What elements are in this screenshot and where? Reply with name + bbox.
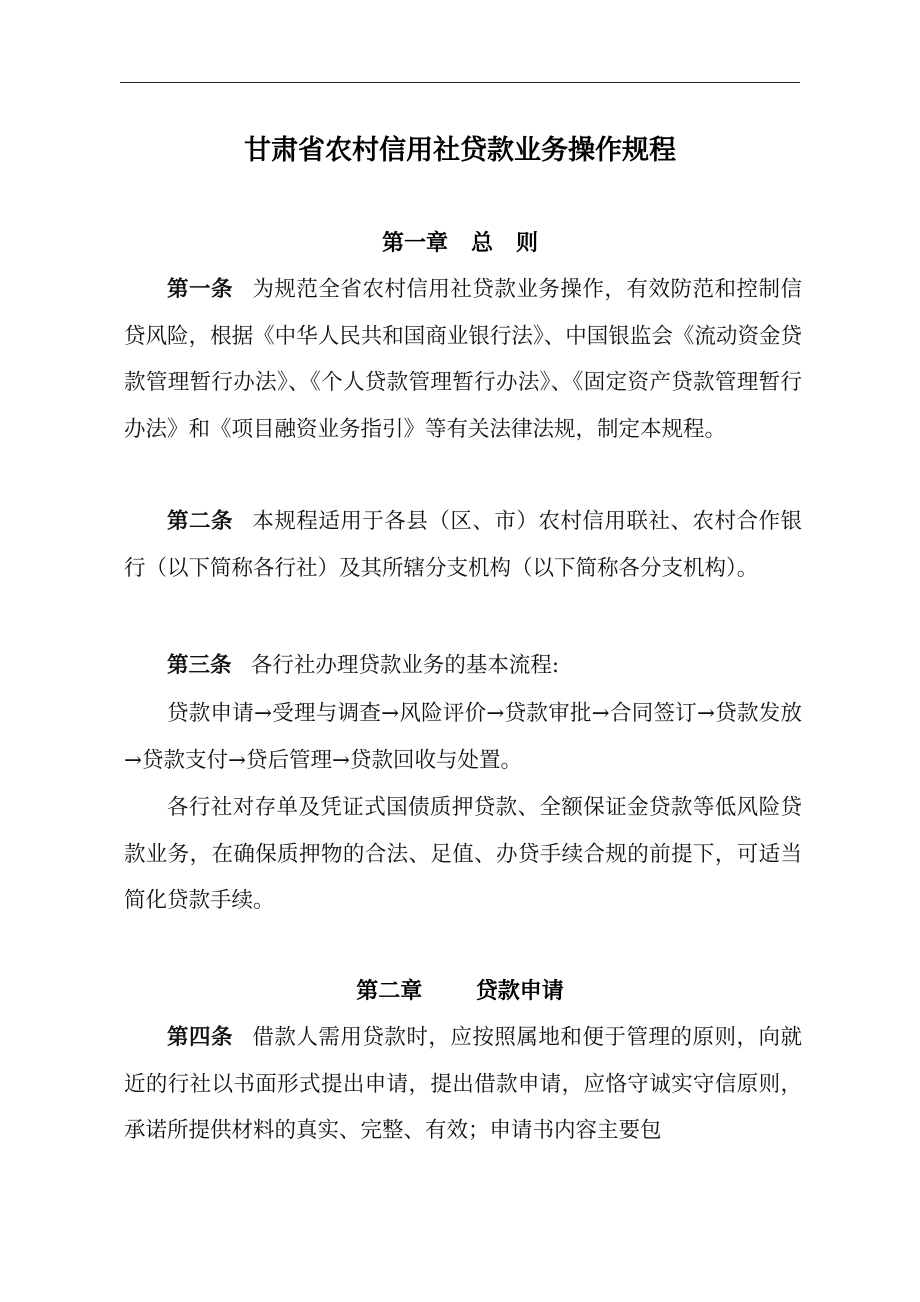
article-1 [124, 267, 802, 453]
article-text: 为规范全省农村信用社贷款业务操作，有效防范和控制信贷风险，根据《中华人民共和国商业银行法》、中国银监会《流动资金贷款管理暂行办法》、《个人贷款管理暂行办法》、《固定资产贷款管理暂行办法》和《项目融资业务指引》等有关法律法规，制定本规程。 [124, 277, 802, 442]
article-2 [124, 499, 802, 592]
header-rule [120, 82, 800, 83]
article-label: 第二条 [167, 509, 234, 534]
process-flow-paragraph: 贷款申请→受理与调查→风险评价→贷款审批→合同签订→贷款发放→贷款支付→贷后管理→贷款回收与处置。 [124, 701, 802, 773]
article-text: 各行社办理贷款业务的基本流程: [250, 653, 560, 678]
document-title: 甘肃省农村信用社贷款业务操作规程 [244, 135, 676, 166]
article-label: 第三条 [167, 653, 232, 678]
article-text: 本规程适用于各县（区、市）农村信用联社、农村合作银行（以下简称各行社）及其所辖分支机构（以下简称各分支机构）。 [124, 509, 802, 581]
article-4 [124, 1015, 802, 1155]
article-text: 借款人需用贷款时，应按照属地和便于管理的原则，向就近的行社以书面形式提出申请，提出借款申请，应恪守诚实守信原则，承诺所提供材料的真实、完整、有效；申请书内容主要包 [124, 1025, 802, 1143]
article-label: 第一条 [167, 277, 234, 302]
chapter-heading: 第二章 贷款申请 [356, 979, 564, 1004]
article-label: 第四条 [167, 1025, 234, 1050]
simplification-paragraph: 各行社对存单及凭证式国债质押贷款、全额保证金贷款等低风险贷款业务，在确保质押物的合法、足值、办贷手续合规的前提下，可适当简化贷款手续。 [124, 795, 802, 913]
article-3 [124, 643, 802, 690]
chapter-heading: 第一章 总 则 [382, 231, 538, 256]
